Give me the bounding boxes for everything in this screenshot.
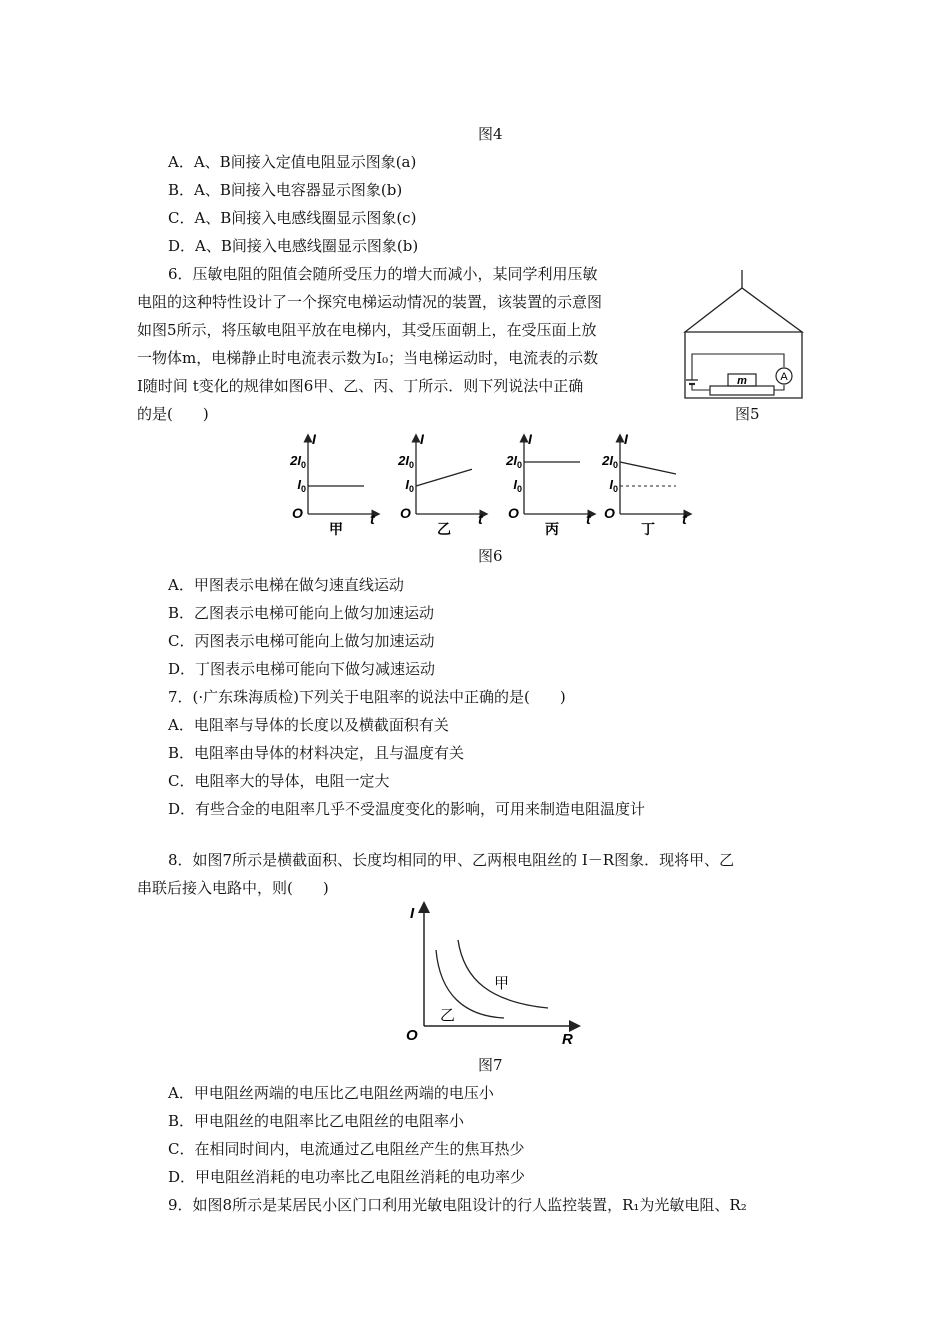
fig7-caption: 图7 <box>478 1056 503 1074</box>
fig6-tick-i0-1: $I_0$ <box>405 477 414 494</box>
fig6-tick-i0-2: $I_0$ <box>513 477 522 494</box>
fig4-caption: 图4 <box>478 125 503 143</box>
q6-option-a: A．甲图表示电梯在做匀速直线运动 <box>168 576 404 594</box>
fig6-series-1 <box>416 469 472 486</box>
q7-option-d: D．有些合金的电阻率几乎不受温度变化的影响，可用来制造电阻温度计 <box>168 800 646 818</box>
fig6-tick-2i0-1: $2I_0$ <box>398 453 414 470</box>
q5-option-c: C．A、B间接入电感线圈显示图象(c) <box>168 209 417 227</box>
q8-stem-line-2: 串联后接入电路中，则( ) <box>137 879 329 897</box>
q8-option-d: D．甲电阻丝消耗的电功率比乙电阻丝消耗的电功率少 <box>168 1168 526 1186</box>
fig7-origin: O <box>406 1027 418 1044</box>
q9-stem: 9．如图8所示是某居民小区门口利用光敏电阻设计的行人监控装置，R₁为光敏电阻、R₂ <box>168 1196 747 1214</box>
q8-option-a: A．甲电阻丝两端的电压比乙电阻丝两端的电压小 <box>168 1084 494 1102</box>
fig6-label-t-2: t <box>586 511 591 527</box>
q6-option-b: B．乙图表示电梯可能向上做匀加速运动 <box>168 604 435 622</box>
q6-option-c: C．丙图表示电梯可能向上做匀加速运动 <box>168 632 435 650</box>
q6-option-d: D．丁图表示电梯可能向下做匀减速运动 <box>168 660 436 678</box>
q5-option-d: D．A、B间接入电感线圈显示图象(b) <box>168 237 419 255</box>
q7-stem: 7．(·广东珠海质检)下列关于电阻率的说法中正确的是( ) <box>168 688 566 706</box>
q7-option-b: B．电阻率由导体的材料决定，且与温度有关 <box>168 744 465 762</box>
fig6-label-t-3: t <box>682 511 687 527</box>
fig6-graph-name-3: 丁 <box>641 521 655 537</box>
q8-option-b: B．甲电阻丝的电阻率比乙电阻丝的电阻率小 <box>168 1112 465 1130</box>
fig7-curve-jia <box>458 940 548 1008</box>
fig5-ammeter-label: A <box>780 371 788 383</box>
q6-stem-line-4: 一物体m，电梯静止时电流表示数为I₀；当电梯运动时，电流表的示数 <box>137 349 599 367</box>
fig6-origin-3: O <box>604 505 615 521</box>
fig6-origin-0: O <box>292 505 303 521</box>
fig7-label-jia: 甲 <box>494 975 510 992</box>
q5-option-a: A．A、B间接入定值电阻显示图象(a) <box>168 153 417 171</box>
fig6-caption: 图6 <box>478 547 503 565</box>
fig6-origin-1: O <box>400 505 411 521</box>
fig6-tick-2i0-3: $2I_0$ <box>602 453 618 470</box>
q5-option-b: B．A、B间接入电容器显示图象(b) <box>168 181 403 199</box>
fig6-label-i-2: I <box>528 431 532 447</box>
q6-stem-line-1: 6．压敏电阻的阻值会随所受压力的增大而减小，某同学利用压敏 <box>168 265 598 283</box>
fig5-mass-label: m <box>737 375 747 387</box>
fig6-tick-2i0-0: $2I_0$ <box>290 453 306 470</box>
q7-option-c: C．电阻率大的导体，电阻一定大 <box>168 772 390 790</box>
fig6-graph-name-1: 乙 <box>437 521 451 537</box>
fig6-origin-2: O <box>508 505 519 521</box>
fig6-label-t-1: t <box>478 511 483 527</box>
fig7-label-r: R <box>562 1031 573 1048</box>
fig6-label-i-3: I <box>624 431 628 447</box>
fig6-label-i-1: I <box>420 431 424 447</box>
q8-stem-line-1: 8．如图7所示是横截面积、长度均相同的甲、乙两根电阻丝的 I－R图象．现将甲、乙 <box>168 851 735 869</box>
fig6-tick-2i0-2: $2I_0$ <box>506 453 522 470</box>
fig5-roof <box>685 288 802 332</box>
fig5-wire-right <box>774 385 784 390</box>
fig5-caption: 图5 <box>735 405 760 423</box>
fig6-label-i-0: I <box>312 431 316 447</box>
q6-stem-line-5: I随时间 t变化的规律如图6甲、乙、丙、丁所示．则下列说法中正确 <box>137 377 584 395</box>
q6-stem-line-2: 电阻的这种特性设计了一个探究电梯运动情况的装置，该装置的示意图 <box>137 293 603 311</box>
fig7-label-i: I <box>410 905 415 922</box>
fig7-graph <box>400 898 590 1048</box>
fig6-tick-i0-3: $I_0$ <box>609 477 618 494</box>
fig6-tick-i0-0: $I_0$ <box>297 477 306 494</box>
fig6-series-3 <box>620 462 676 474</box>
fig6-graphs <box>280 428 700 540</box>
fig6-graph-name-2: 丙 <box>545 521 559 537</box>
q6-stem-line-6: 的是( ) <box>137 405 209 423</box>
fig6-label-t-0: t <box>370 511 375 527</box>
q6-stem-line-3: 如图5所示，将压敏电阻平放在电梯内，其受压面朝上，在受压面上放 <box>137 321 597 339</box>
fig7-label-yi: 乙 <box>440 1007 456 1024</box>
fig5-elevator-diagram <box>680 268 810 402</box>
q7-option-a: A．电阻率与导体的长度以及横截面积有关 <box>168 716 449 734</box>
fig5-pressure-resistor <box>710 386 774 395</box>
q8-option-c: C．在相同时间内，电流通过乙电阻丝产生的焦耳热少 <box>168 1140 525 1158</box>
fig6-graph-name-0: 甲 <box>329 521 343 537</box>
